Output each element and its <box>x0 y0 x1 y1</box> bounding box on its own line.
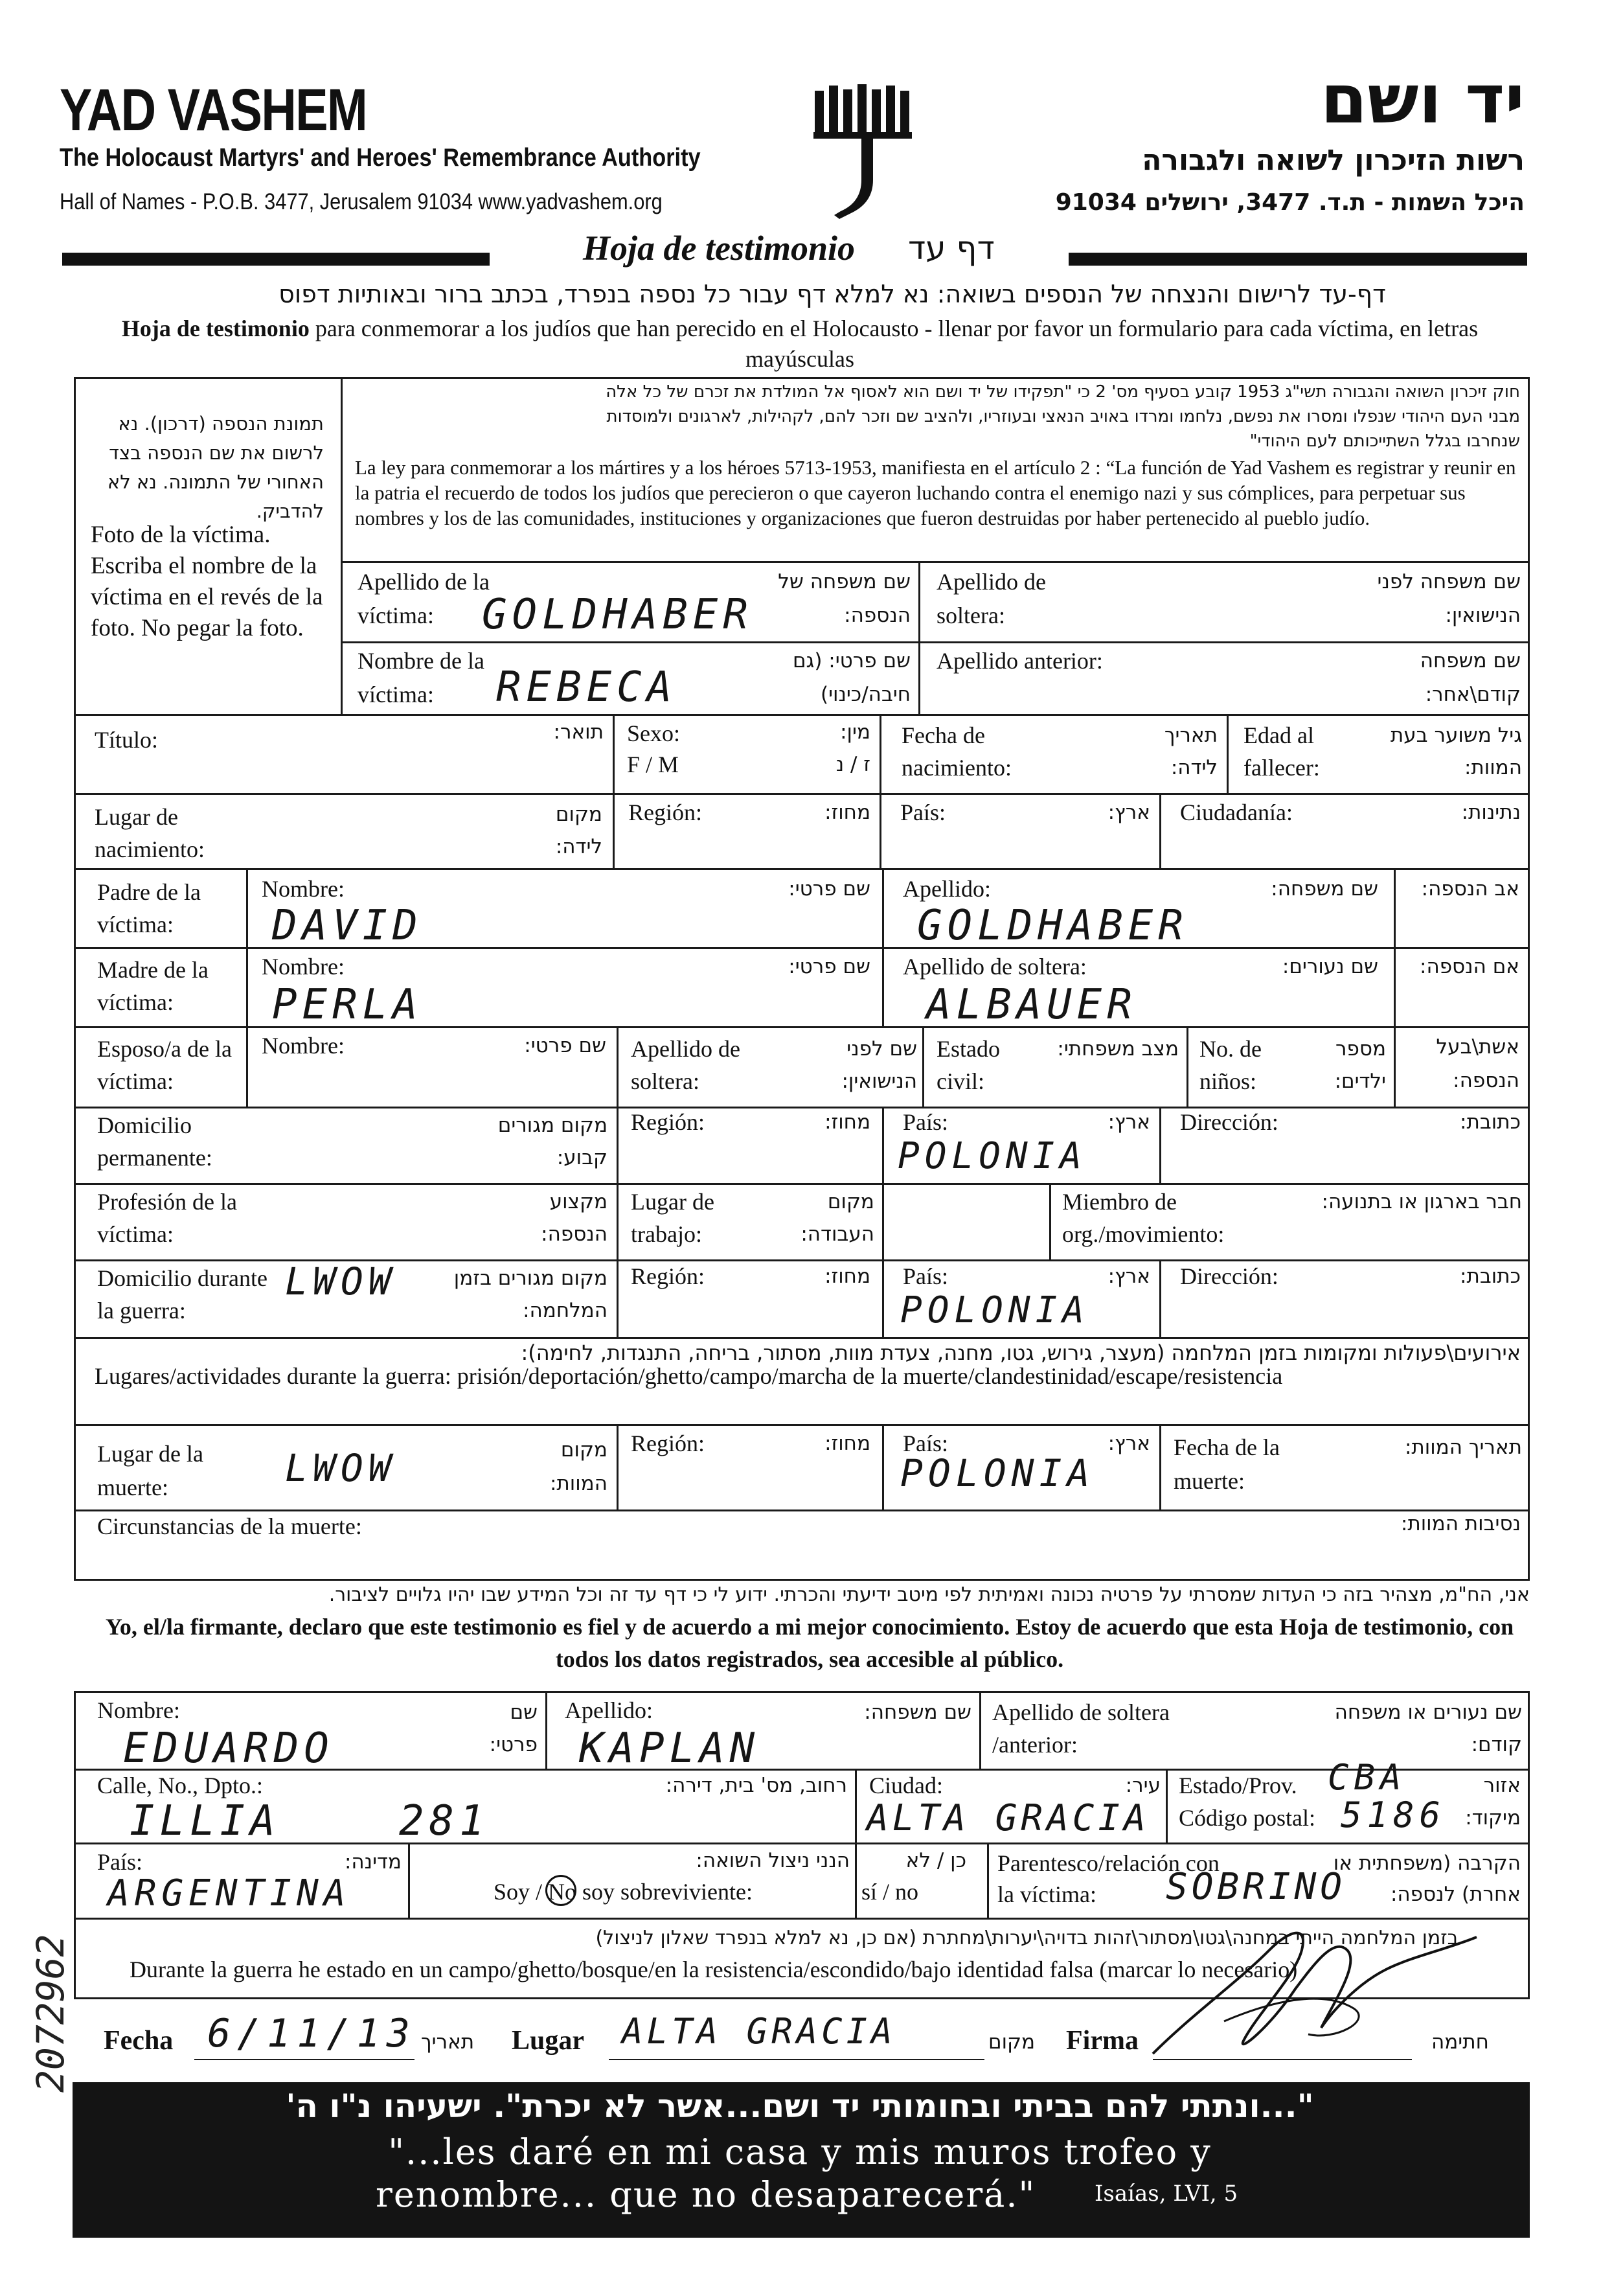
submitter-first-name[interactable]: EDUARDO <box>123 1725 334 1773</box>
label-sub-nombre: Nombre: <box>97 1697 180 1723</box>
label-sub-sobreviviente-he: הנני ניצול השואה: <box>696 1849 850 1872</box>
father-first-name[interactable]: DAVID <box>272 902 423 950</box>
label-lugar-nacimiento: Lugar de nacimiento: <box>95 804 205 862</box>
label-sub-sobreviviente: Soy / No soy sobreviviente: <box>494 1879 753 1905</box>
label-fecha-he: תאריך <box>421 2030 475 2054</box>
instructions-he: דף-עד לרישום והנצחה של הנספים בשואה: נא למלא דף עבור כל נספה בנפרד, בכתב ברור ובאותיות דפוס <box>278 280 1386 308</box>
signature-scribble-icon[interactable] <box>1140 1911 1503 2067</box>
label-ciudadania-he: נתינות: <box>1461 801 1521 824</box>
label-pais-dom: País: <box>903 1109 949 1135</box>
label-apellido-victima-he: שם משפחה של הנספה: <box>778 570 911 627</box>
label-apellido-soltera: Apellido de soltera: <box>937 569 1046 628</box>
no-selection-circle[interactable] <box>545 1875 576 1906</box>
label-esposo: Esposo/a de la víctima: <box>97 1036 232 1094</box>
instructions-es: Hoja de testimonio para conmemorar a los judíos que han perecido en el Holocausto - llenar por favor un formulario para cada víctima, en letras mayúsculas <box>121 316 1479 372</box>
label-lugar-he: מקום <box>988 2030 1036 2054</box>
label-lugar-nacimiento-he: מקום לידה: <box>555 803 602 858</box>
sexo-options[interactable]: F / M <box>627 752 679 777</box>
submitter-relationship[interactable]: SOBRINO <box>1166 1866 1346 1908</box>
label-region-guerra-he: מחוז: <box>824 1265 870 1288</box>
label-no-ninos: No. de niños: <box>1199 1036 1262 1094</box>
submitter-postal-code[interactable]: 5186 <box>1341 1795 1446 1835</box>
label-domicilio-guerra: Domicilio durante la guerra: <box>97 1265 267 1324</box>
label-sub-nombre-he: שם פרטי: <box>489 1701 538 1756</box>
submitter-surname[interactable]: KAPLAN <box>579 1725 760 1773</box>
label-domicilio-permanente: Domicilio permanente: <box>97 1112 212 1171</box>
label-firma: Firma <box>1066 2026 1139 2056</box>
form-title-he: דף עד <box>908 229 995 267</box>
label-sub-apellido-he: שם משפחה: <box>864 1701 971 1724</box>
wartime-place[interactable]: LWOW <box>285 1259 396 1303</box>
label-lugar-trabajo-he: מקום העבודה: <box>800 1190 874 1246</box>
label-apellido-anterior-he: שם משפחה קודם\אחר: <box>1420 649 1521 706</box>
org-name-en: YAD VASHEM <box>60 77 367 143</box>
label-padre-nombre-he: שם פרטי: <box>788 877 870 901</box>
declaration-es: Yo, el/la firmante, declaro que este testimonio es fiel y de acuerdo a mi mejor conocimiento. Estoy de acuerdo que esta Hoja de testimonio, con todos los datos registrados, sea accesible al público. <box>105 1614 1514 1672</box>
sobreviviente-options-es[interactable]: sí / no <box>861 1879 919 1905</box>
form-title-es: Hoja de testimonio <box>583 229 856 268</box>
label-direccion-dom-he: כתובת: <box>1460 1110 1521 1134</box>
label-region-muerte: Región: <box>631 1430 705 1456</box>
declaration-he: אני, הח"מ, מצהיר בזה כי העדות שמסרתי על פרטיה נכונה ואמיתית לפי מיטב ידיעתי והכרתי. ידוע לי כי דף עד זה וכל המידע שבו יהיו גלויים לציבור. <box>328 1583 1530 1606</box>
law-he-2: מבני העם היהודי שנפלו ומסרו את נפשם, נלחמו ומרדו באויב הנאצי ובעוזריו, ולהציב שם וזכר להם, לקהילות, לארגונים ולמוסדות <box>606 407 1520 426</box>
photo-instructions-es: Foto de la víctima. Escriba el nombre de la víctima en el revés de la foto. No pegar la foto. <box>91 522 323 641</box>
photo-instructions-he: תמונת הנספה (דרכון). נא לרשום את שם הנספה בצד האחורי של התמונה. נא לא להדביק. <box>107 413 324 522</box>
label-esposo-apellido-he: שם לפני הנישואין: <box>841 1037 917 1093</box>
label-lugar: Lugar <box>512 2026 585 2056</box>
label-region-dom-he: מחוז: <box>824 1110 870 1134</box>
mother-maiden-name[interactable]: ALBAUER <box>926 981 1137 1029</box>
label-region-guerra: Región: <box>631 1263 705 1289</box>
label-nombre-victima-he: שם פרטי: (גם חיבה/כינוי) <box>792 649 911 706</box>
sexo-options-he[interactable]: ז / נ <box>835 753 870 776</box>
label-sub-calle-he: רחוב, מס' בית, דירה: <box>665 1774 847 1797</box>
wartime-status-es: Durante la guerra he estado en un campo/ghetto/bosque/en la resistencia/escondido/bajo identidad falsa (marcar lo necesario) <box>130 1957 1298 1982</box>
label-sub-ciudad: Ciudad: <box>869 1773 943 1798</box>
label-region-nac: Región: <box>628 799 702 825</box>
label-sub-apellido-soltera-he: שם נעורים או משפחה קודם: <box>1334 1701 1522 1756</box>
label-sub-pais-he: מדינה: <box>344 1850 402 1874</box>
label-apellido-anterior: Apellido anterior: <box>937 648 1103 674</box>
wartime-status-he: בזמן המלחמה הייתי במחנה\גטו\מסתור\זהות בדויה\יערות\מחתרת (אם כן, נא למלא בנפרד שאלון לניצול) <box>595 1927 1459 1949</box>
label-fecha-muerte-he: תאריך המוות: <box>1404 1436 1522 1459</box>
label-madre-he: אם הנספה: <box>1420 955 1519 978</box>
victim-surname[interactable]: GOLDHABER <box>482 591 753 639</box>
label-sub-pais: País: <box>97 1849 143 1875</box>
label-esposo-nombre: Nombre: <box>262 1033 345 1059</box>
label-region-nac-he: מחוז: <box>824 801 870 824</box>
label-domicilio-guerra-he: מקום מגורים בזמן המלחמה: <box>453 1267 607 1322</box>
margin-archive-number: 2072962 <box>28 1934 73 2093</box>
label-pais-nac-he: ארץ: <box>1107 801 1150 824</box>
label-madre: Madre de la víctima: <box>97 957 209 1015</box>
label-direccion-guerra: Dirección: <box>1180 1263 1278 1289</box>
header-rule-left <box>62 253 490 266</box>
label-padre: Padre de la víctima: <box>97 879 201 937</box>
label-sexo: Sexo: <box>627 720 681 746</box>
law-he-3: שנחרבו בגלל השתייכותם לעם היהודי" <box>1249 431 1520 451</box>
label-esposo-apellido: Apellido de soltera: <box>631 1036 740 1094</box>
label-madre-nombre: Nombre: <box>262 954 345 980</box>
footer-quote-he: "...ונתתי להם בביתי ובחומותי יד ושם...אשר לא יכרת". ישעיהו נ"ו ה' <box>286 2087 1314 2125</box>
label-esposo-nombre-he: שם פרטי: <box>524 1034 606 1057</box>
label-madre-apellido: Apellido de soltera: <box>903 954 1087 980</box>
label-ciudadania: Ciudadanía: <box>1180 799 1293 825</box>
law-es: La ley para conmemorar a los mártires y a los héroes 5713-1953, manifiesta en el artículo 2 : “La función de Yad Vashem es registrar y reunir en la patria el recuerdo de todos los judíos que perecieron o que cayeron luchando contra el enemigo nazi y sus cómplices, para perpetuar sus nombres y los de las comunidades, instituciones y organizaciones que fueron destruidas por haber pertenecido al pueblo judío. <box>355 456 1516 529</box>
signature-date[interactable]: 6/11/13 <box>207 2011 416 2056</box>
label-no-ninos-he: מספר ילדים: <box>1334 1037 1386 1093</box>
wartime-country[interactable]: POLONIA <box>900 1289 1090 1331</box>
label-direccion-guerra-he: כתובת: <box>1460 1265 1521 1288</box>
label-estado-civil: Estado civil: <box>937 1036 1000 1094</box>
menorah-logo-icon <box>811 83 914 219</box>
label-region-muerte-he: מחוז: <box>824 1432 870 1455</box>
submitter-street-number[interactable]: 281 <box>399 1797 490 1845</box>
submitter-street[interactable]: ILLIA <box>130 1797 280 1845</box>
label-padre-apellido-he: שם משפחה: <box>1271 877 1378 901</box>
mother-first-name[interactable]: PERLA <box>272 981 423 1029</box>
label-pais-muerte: País: <box>903 1430 949 1456</box>
label-profesion: Profesión de la víctima: <box>97 1189 237 1247</box>
label-region-dom: Región: <box>631 1109 705 1135</box>
label-edad: Edad al fallecer: <box>1243 722 1320 781</box>
footer-reference: Isaías, LVI, 5 <box>1095 2181 1238 2207</box>
signature-place[interactable]: ALTA GRACIA <box>622 2011 896 2052</box>
label-fecha-nacimiento-he: תאריך לידה: <box>1164 724 1218 779</box>
label-firma-he: חתימה <box>1431 2030 1489 2054</box>
label-titulo-he: תואר: <box>553 720 604 744</box>
label-pais-dom-he: ארץ: <box>1107 1110 1150 1134</box>
label-sub-estado: Estado/Prov. <box>1179 1773 1297 1798</box>
footer-quote-es-2: renombre... que no desaparecerá." <box>376 2174 1036 2215</box>
father-surname[interactable]: GOLDHABER <box>917 902 1188 950</box>
label-sexo-he: מין: <box>840 720 870 744</box>
label-profesion-he: מקצוע הנספה: <box>541 1190 607 1246</box>
label-edad-he: גיל משוער בעת המוות: <box>1390 724 1522 779</box>
label-fecha: Fecha <box>104 2026 174 2056</box>
activities-es: Lugares/actividades durante la guerra: prisión/deportación/ghetto/campo/marcha de la muerte/clandestinidad/escape/resistencia <box>95 1363 1283 1389</box>
label-sub-apellido: Apellido: <box>565 1697 653 1723</box>
label-pais-guerra-he: ארץ: <box>1107 1265 1150 1288</box>
label-madre-nombre-he: שם פרטי: <box>788 955 870 978</box>
label-sub-apellido-soltera: Apellido de soltera /anterior: <box>992 1699 1170 1758</box>
domicile-country[interactable]: POLONIA <box>898 1135 1087 1177</box>
label-estado-civil-he: מצב משפחתי: <box>1057 1037 1179 1061</box>
label-sub-parentesco-he: הקרבה (משפחתית או אחרת) לנספה: <box>1333 1852 1521 1906</box>
submitter-country[interactable]: ARGENTINA <box>108 1872 351 1914</box>
label-pais-guerra: País: <box>903 1263 949 1289</box>
authority-en: The Holocaust Martyrs' and Heroes' Remembrance Authority <box>60 144 701 172</box>
authority-he: רשות הזיכרון לשואה ולגבורה <box>1142 144 1525 177</box>
label-fecha-muerte: Fecha de la muerte: <box>1174 1434 1280 1494</box>
law-he-1: חוק זיכרון השואה והגבורה תשי"ג 1953 קובע בסעיף מס' 2 כי "תפקידו של יד ושם הוא לאסוף אל המולדת את זכרם של כל אלה <box>606 382 1520 402</box>
label-nombre-victima: Nombre de la víctima: <box>358 648 484 707</box>
address-he: היכל השמות - ת.ד. 3477, ירושלים 91034 <box>1055 189 1525 216</box>
label-circunstancias-he: נסיבות המוות: <box>1400 1512 1521 1535</box>
submitter-city[interactable]: ALTA GRACIA <box>867 1797 1150 1839</box>
label-miembro: Miembro de org./movimiento: <box>1062 1189 1225 1247</box>
label-domicilio-permanente-he: מקום מגורים קבוע: <box>497 1114 607 1169</box>
label-sub-cp-he: מיקוד: <box>1465 1806 1521 1830</box>
label-apellido-victima: Apellido de la víctima: <box>358 569 490 628</box>
label-lugar-muerte-he: מקום המוות: <box>549 1438 607 1495</box>
label-pais-muerte-he: ארץ: <box>1107 1432 1150 1455</box>
label-esposo-he: אשת\בעל הנספה: <box>1436 1035 1519 1092</box>
label-circunstancias: Circunstancias de la muerte: <box>97 1513 362 1539</box>
label-sub-parentesco: Parentesco/relación con la víctima: <box>997 1850 1220 1907</box>
header-rule-right <box>1069 253 1527 266</box>
label-titulo: Título: <box>95 727 158 753</box>
label-madre-apellido-he: שם נעורים: <box>1282 955 1378 978</box>
label-sub-estado-he: אזור <box>1483 1774 1521 1797</box>
label-padre-apellido: Apellido: <box>903 876 991 902</box>
label-direccion-dom: Dirección: <box>1180 1109 1278 1135</box>
sobreviviente-options-he[interactable]: כן / לא <box>905 1849 966 1872</box>
label-sub-calle: Calle, No., Dpto.: <box>97 1773 263 1798</box>
label-lugar-trabajo: Lugar de trabajo: <box>631 1189 714 1247</box>
footer-quote-es-1: "...les daré en mi casa y mis muros trofeo y <box>388 2131 1212 2172</box>
label-padre-nombre: Nombre: <box>262 876 345 902</box>
label-fecha-nacimiento: Fecha de nacimiento: <box>902 722 1012 781</box>
label-pais-nac: País: <box>900 799 946 825</box>
label-lugar-muerte: Lugar de la muerte: <box>97 1441 203 1500</box>
victim-first-name[interactable]: REBECA <box>496 663 677 711</box>
address-en: Hall of Names - P.O.B. 3477, Jerusalem 91034 www.yadvashem.org <box>60 189 663 214</box>
submitter-state[interactable]: CBA <box>1328 1757 1407 1798</box>
death-place[interactable]: LWOW <box>285 1446 396 1490</box>
label-padre-he: אב הנספה: <box>1421 877 1519 901</box>
label-miembro-he: חבר בארגון או בתנועה: <box>1321 1190 1522 1213</box>
label-sub-ciudad-he: עיר: <box>1125 1774 1161 1797</box>
activities-he: אירועים\פעולות ומקומות בזמן המלחמה (מעצר, גירוש, גטו, מחנה, צעדת מוות, מסתור, בריחה, התנגדות, לחימה): <box>521 1340 1521 1365</box>
death-country[interactable]: POLONIA <box>900 1451 1095 1495</box>
org-name-he: יד ושם <box>1321 60 1525 139</box>
label-sub-cp: Código postal: <box>1179 1805 1316 1831</box>
label-apellido-soltera-he: שם משפחה לפני הנישואין: <box>1377 570 1521 627</box>
